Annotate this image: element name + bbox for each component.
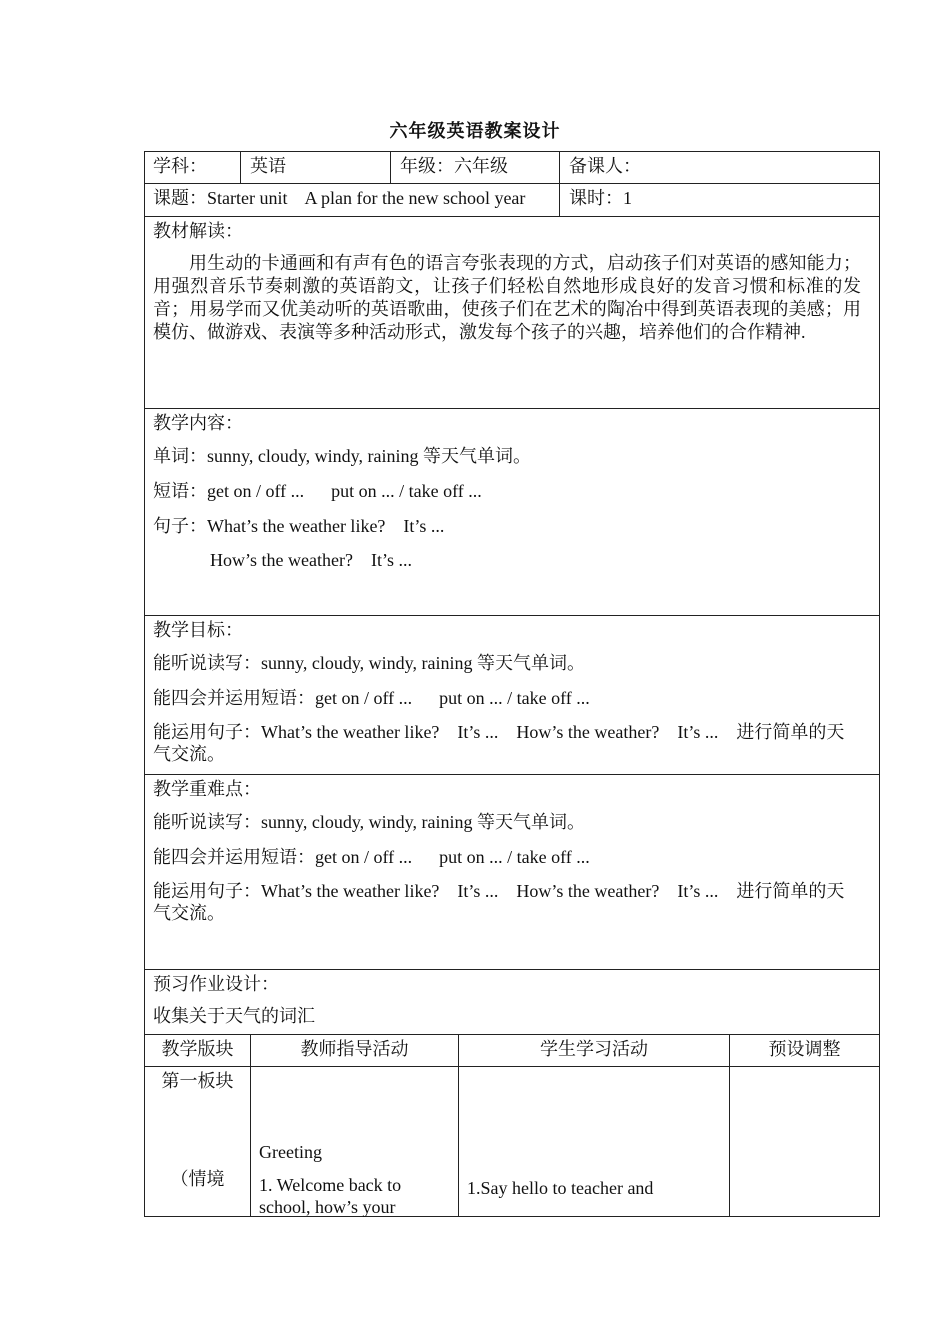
goals-line-2: 能四会并运用短语：get on / off ... put on ... / take off ... (153, 688, 590, 708)
preparer-field: 备课人： (569, 156, 641, 176)
goals-line-3: 能运用句子：What’s the weather like? It’s ... How’s the weather? It’s ... 进行简单的天气交流。 (153, 722, 845, 764)
content-words: 单词：sunny, cloudy, windy, raining 等天气单词。 (153, 446, 531, 466)
lesson-topic: 课题：Starter unit A plan for the new school year (153, 188, 526, 208)
col-header-adjust: 预设调整 (768, 1039, 841, 1059)
keypoints-line-3: 能运用句子：What’s the weather like? It’s ... How’s the weather? It’s ... 进行简单的天气交流。 (153, 881, 845, 923)
col-header-student: 学生学习活动 (540, 1039, 648, 1059)
grade-field: 年级：六年级 (400, 156, 508, 176)
content-sentences: 句子：What’s the weather like? It’s ... (153, 516, 445, 536)
lesson-period: 课时：1 (569, 188, 632, 208)
col-header-teacher: 教师指导活动 (300, 1039, 409, 1059)
content-sentences-2: How’s the weather? It’s ... (210, 550, 412, 570)
section-sub: （情境 (170, 1169, 225, 1189)
col-header-section: 教学版块 (161, 1039, 234, 1059)
teacher-greeting: Greeting (259, 1142, 322, 1162)
page-title: 六年级英语教案设计 (389, 121, 561, 141)
teacher-item-1: 1. Welcome back to school, how’s your (259, 1175, 402, 1217)
preview-heading: 预习作业设计： (153, 974, 279, 994)
keypoints-line-1: 能听说读写：sunny, cloudy, windy, raining 等天气单词。 (153, 812, 585, 832)
textbook-heading: 教材解读： (153, 221, 243, 241)
content-heading: 教学内容： (153, 413, 243, 433)
subject-label: 学科： (153, 156, 207, 176)
student-item-1: 1.Say hello to teacher and (467, 1178, 654, 1198)
content-phrases: 短语：get on / off ... put on ... / take off ... (153, 481, 482, 501)
section-name: 第一板块 (161, 1071, 234, 1091)
preview-body: 收集关于天气的词汇 (153, 1006, 315, 1026)
textbook-body: 用生动的卡通画和有声有色的语言夸张表现的方式，启动孩子们对英语的感知能力；用强烈音乐节奏刺激的英语韵文，让孩子们轻松自然地形成良好的发音习惯和标准的发音；用易学而又优美动听的英语歌曲，使孩子们在艺术的陶冶中得到英语表现的美感；用模仿、做游戏、表演等多种活动形式，激发每个孩子的兴趣，培养他们的合作精神. (153, 253, 861, 342)
subject-value: 英语 (250, 156, 286, 176)
keypoints-heading: 教学重难点： (153, 779, 261, 799)
goals-line-1: 能听说读写：sunny, cloudy, windy, raining 等天气单词。 (153, 653, 585, 673)
goals-heading: 教学目标： (153, 620, 243, 640)
keypoints-line-2: 能四会并运用短语：get on / off ... put on ... / take off ... (153, 847, 590, 867)
